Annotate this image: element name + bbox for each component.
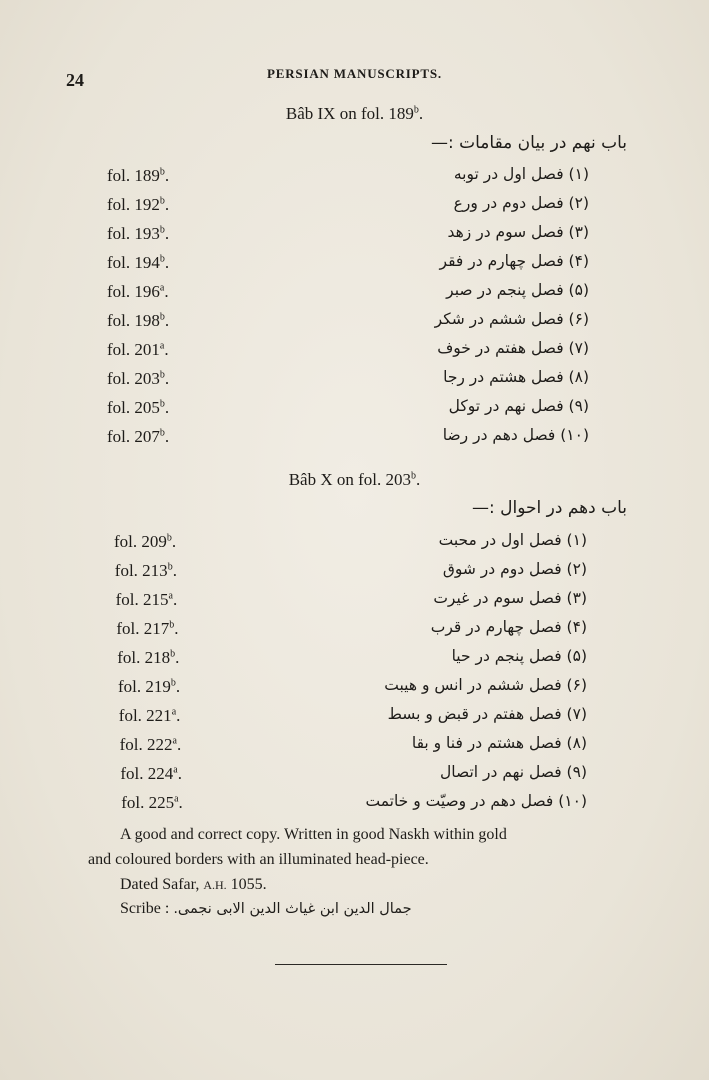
chapter-entry [0, 191, 709, 220]
folio-period: . [171, 532, 177, 551]
folio-side: b [159, 398, 165, 410]
chapter-title-persian: (۲) فصل دوم در ورع [453, 194, 589, 212]
folio-number: fol. 205 [107, 398, 160, 417]
folio-period: . [176, 735, 182, 754]
folio-number: fol. 198 [107, 311, 160, 330]
chapter-title-persian: (۱۰) فصل دهم در وصیّت و خاتمت [365, 792, 587, 810]
folio-side: b [159, 224, 165, 236]
section-heading-text: Bâb IX on fol. 189 [285, 104, 414, 123]
chapter-entry [0, 365, 709, 394]
folio-reference [107, 166, 169, 186]
folio-side: a [173, 764, 178, 776]
folio-period: . [172, 561, 177, 580]
folio-period: . [164, 282, 169, 301]
chapter-entry [0, 557, 709, 586]
folio-period: . [174, 619, 179, 638]
folio-reference [107, 311, 169, 331]
folio-side: a [159, 282, 165, 294]
folio-side: b [170, 677, 176, 689]
folio-number: fol. 224 [120, 764, 174, 783]
folio-period: . [164, 195, 170, 214]
dated-era: A.H. [203, 878, 227, 892]
section-heading-sup: b [411, 470, 417, 482]
chapter-entry [0, 702, 709, 731]
folio-reference [107, 282, 169, 302]
folio-side: b [159, 195, 165, 207]
folio-reference [121, 793, 183, 813]
folio-number: fol. 221 [118, 706, 172, 725]
folio-period: . [176, 706, 181, 725]
folio-period: . [164, 166, 170, 185]
section-heading-end: . [416, 470, 421, 489]
folio-reference [120, 764, 182, 784]
folio-number: fol. 215 [115, 590, 169, 609]
folio-reference [107, 224, 169, 244]
folio-reference [107, 195, 169, 215]
chapter-entry [0, 789, 709, 818]
chapter-entry [0, 528, 709, 557]
note-line-1: A good and correct copy. Written in good Naskh within gold [120, 826, 507, 843]
scribe-name: جمال الدین ابن غیاث الدین الابی نجمی. [173, 901, 412, 917]
folio-side: a [172, 735, 177, 747]
chapter-list-bab-x [0, 528, 709, 818]
chapter-title-persian: (۴) فصل چهارم در قرب [430, 618, 587, 636]
folio-number: fol. 192 [107, 195, 160, 214]
folio-period: . [164, 427, 170, 446]
folio-reference [120, 735, 182, 755]
folio-number: fol. 196 [107, 282, 160, 301]
folio-number: fol. 225 [121, 793, 175, 812]
note-line-2: and coloured borders with an illuminated head-piece. [88, 851, 429, 868]
chapter-title-persian: (۱) فصل اول در توبه [453, 165, 589, 183]
folio-side: a [171, 706, 177, 718]
folio-number: fol. 217 [116, 619, 170, 638]
folio-side: b [170, 648, 176, 660]
folio-period: . [175, 648, 180, 667]
chapter-title-persian: (۶) فصل ششم در شکر [434, 310, 589, 328]
arabic-heading-bab-x: باب دهم در احوال :— [472, 498, 627, 518]
chapter-title-persian: (۳) فصل سوم در زهد [447, 223, 589, 241]
scribe-line [120, 900, 412, 918]
chapter-entry [0, 220, 709, 249]
chapter-list-bab-ix [0, 162, 709, 452]
folio-reference [107, 427, 169, 447]
chapter-title-persian: (۹) فصل نهم در اتصال [440, 763, 587, 781]
running-head: PERSIAN MANUSCRIPTS. [267, 66, 442, 81]
chapter-entry [0, 336, 709, 365]
folio-reference [116, 619, 178, 639]
folio-reference [107, 253, 169, 273]
folio-number: fol. 189 [107, 166, 160, 185]
folio-period: . [164, 311, 170, 330]
folio-period: . [172, 590, 178, 609]
chapter-title-persian: (۷) فصل هفتم در خوف [437, 339, 589, 357]
folio-period: . [178, 793, 183, 812]
folio-number: fol. 218 [117, 648, 171, 667]
folio-side: a [174, 793, 179, 805]
folio-side: b [159, 427, 165, 439]
chapter-entry [0, 394, 709, 423]
chapter-entry [0, 162, 709, 191]
chapter-title-persian: (۸) فصل هشتم در رجا [443, 368, 589, 386]
chapter-title-persian: (۵) فصل پنجم در صبر [446, 281, 589, 299]
chapter-title-persian: (۶) فصل ششم در انس و هیبت [384, 676, 587, 694]
folio-number: fol. 203 [107, 369, 160, 388]
folio-number: fol. 219 [118, 677, 171, 696]
chapter-entry [0, 644, 709, 673]
folio-side: b [166, 532, 172, 544]
folio-number: fol. 201 [107, 340, 160, 359]
chapter-entry [0, 423, 709, 452]
chapter-title-persian: (۲) فصل دوم در شوق [442, 560, 587, 578]
folio-side: a [168, 590, 173, 602]
chapter-title-persian: (۱) فصل اول در محبت [438, 531, 587, 549]
folio-number: fol. 213 [114, 561, 168, 580]
folio-period: . [164, 224, 170, 243]
folio-side: b [159, 253, 165, 265]
scribe-label: Scribe : [120, 900, 174, 917]
folio-period: . [177, 764, 182, 783]
folio-side: b [159, 311, 165, 323]
folio-number: fol. 193 [107, 224, 160, 243]
folio-period: . [175, 677, 181, 696]
chapter-entry [0, 586, 709, 615]
folio-side: b [169, 619, 175, 631]
folio-period: . [164, 253, 170, 272]
dated-year: 1055. [226, 876, 267, 893]
folio-reference [116, 590, 178, 610]
folio-number: fol. 209 [114, 532, 167, 551]
folio-reference [117, 648, 179, 668]
folio-period: . [164, 398, 170, 417]
folio-number: fol. 222 [119, 735, 173, 754]
folio-period: . [164, 340, 169, 359]
chapter-entry [0, 307, 709, 336]
dated-prefix: Dated Safar, [120, 876, 204, 893]
closing-rule [275, 964, 447, 965]
folio-reference [115, 561, 177, 581]
folio-reference [107, 398, 169, 418]
folio-number: fol. 194 [107, 253, 160, 272]
chapter-title-persian: (۱۰) فصل دهم در رضا [442, 426, 589, 444]
folio-number: fol. 207 [107, 427, 160, 446]
chapter-entry [0, 731, 709, 760]
chapter-entry [0, 278, 709, 307]
folio-side: b [159, 369, 165, 381]
folio-side: b [167, 561, 173, 573]
chapter-title-persian: (۴) فصل چهارم در فقر [439, 252, 589, 270]
folio-side: b [159, 166, 165, 178]
section-heading-end: . [418, 104, 424, 123]
chapter-entry [0, 615, 709, 644]
folio-reference [107, 340, 169, 360]
page-number: 24 [66, 70, 84, 90]
chapter-entry [0, 760, 709, 789]
chapter-title-persian: (۵) فصل پنجم در حیا [451, 647, 587, 665]
chapter-title-persian: (۳) فصل سوم در غیرت [433, 589, 587, 607]
folio-reference [118, 677, 180, 697]
chapter-title-persian: (۸) فصل هشتم در فنا و بقا [411, 734, 587, 752]
chapter-entry [0, 673, 709, 702]
folio-reference [107, 369, 169, 389]
folio-side: a [159, 340, 165, 352]
section-heading-bab-x [0, 470, 709, 490]
section-heading-bab-ix [0, 104, 709, 124]
section-heading-sup: b [413, 104, 419, 116]
chapter-title-persian: (۹) فصل نهم در توکل [448, 397, 589, 415]
arabic-heading-bab-ix: باب نهم در بیان مقامات :— [430, 133, 627, 153]
section-heading-text: Bâb X on fol. 203 [288, 470, 412, 489]
chapter-entry [0, 249, 709, 278]
folio-reference [114, 532, 176, 552]
folio-period: . [164, 369, 170, 388]
dated-line [120, 876, 267, 894]
chapter-title-persian: (۷) فصل هفتم در قبض و بسط [387, 705, 587, 723]
folio-reference [119, 706, 181, 726]
